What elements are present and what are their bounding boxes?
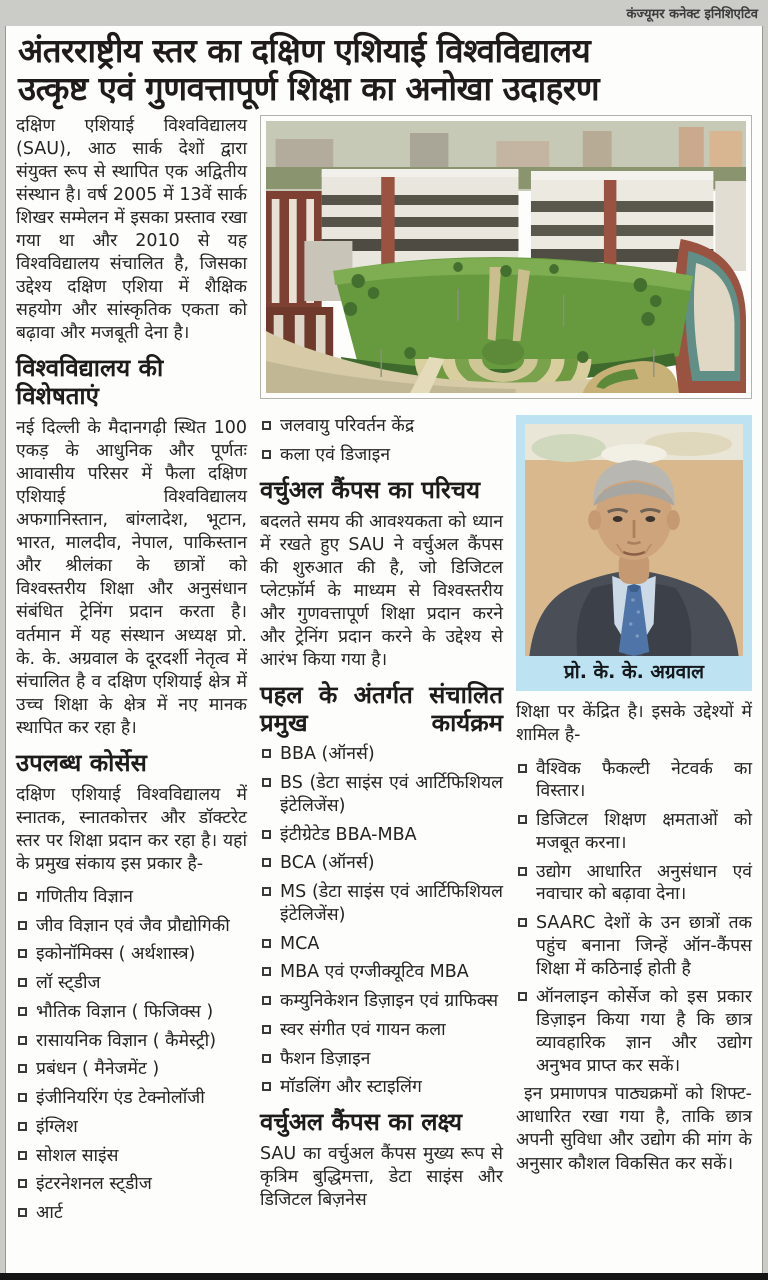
faculty-list-item-label: रासायनिक विज्ञान ( कैमेस्ट्री) [36, 1030, 217, 1051]
campus-photo-block [260, 115, 752, 407]
features-heading: विश्वविद्यालय की विशेषताएं [16, 354, 164, 411]
faculty-list-item [16, 1145, 247, 1168]
programs-heading: पहल के अंतर्गत संचालित प्रमुख कार्यक्रम [260, 681, 503, 737]
objective-list-item [516, 861, 752, 907]
objective-list-item [516, 758, 752, 804]
newspaper-article [5, 26, 763, 1273]
headline-line2: उत्कृष्ट एवं गुणवत्तापूर्ण शिक्षा का अनोखा उदाहरण [18, 69, 600, 109]
faculty-list-item-label: इकोनॉमिक्स ( अर्थशास्त्र) [36, 944, 196, 965]
square-bullet-icon [262, 421, 271, 430]
faculty-list-item [16, 1202, 247, 1225]
objective-list-item-label: उद्योग आधारित अनुसंधान एवं नवाचार को बढ़ावा देना। [536, 861, 752, 905]
square-bullet-icon [18, 949, 27, 958]
objective-list-item-label: ऑनलाइन कोर्सेज को इस प्रकार डिज़ाइन किया गया है कि छात्र व्यावहारिक ज्ञान और उद्योग अनुभव प्राप्त कर सकें। [536, 987, 752, 1076]
program-list-item-label: कम्युनिकेशन डिज़ाइन एवं ग्राफिक्स [280, 991, 499, 1012]
program-list-item-label: स्वर संगीत एवं गायन कला [280, 1019, 446, 1040]
top-strip [0, 0, 768, 26]
square-bullet-icon [518, 918, 527, 927]
faculty-list-item-label: इंग्लिश [36, 1116, 78, 1137]
faculty-list-item-label: लॉ स्ट्डीज [36, 973, 101, 994]
features-paragraph: नई दिल्ली के मैदानगढ़ी स्थित 100 एकड़ के आधुनिक और पूर्णतः आवासीय परिसर में फैला दक्षिण एशियाई विश्वविद्यालय अफगानिस्तान, बांग्लादेश, भूटान, भारत, मालदीव, नेपाल, पाकिस्तान और श्रीलंका के छात्रों को विश्वस्तरीय शिक्षा और अनुसंधान संबंधित ट्रेनिंग प्रदान करता है। वर्तमान में यह संस्थान अध्यक्ष प्रो. के. के. अग्रवाल के दूरदर्शी नेतृत्व में संचालित है व दक्षिण एशियाई क्षेत्र में उच्च शिक्षा के क्षेत्र में नए मानक स्थापित कर रहा है। [16, 417, 247, 738]
faculty-list-item-label: प्रबंधन ( मैनेजमेंट ) [36, 1059, 160, 1080]
faculty-list-item-label: कला एवं डिजाइन [280, 445, 391, 466]
faculty-list-item-label: इंजीनियरिंग एंड टेक्नोलॉजी [36, 1088, 205, 1109]
square-bullet-icon [262, 887, 271, 896]
square-bullet-icon [18, 1007, 27, 1016]
square-bullet-icon [18, 1036, 27, 1045]
faculty-list-item-label: जलवायु परिवर्तन केंद्र [280, 416, 415, 437]
closing-paragraph: इन प्रमाणपत्र पाठ्यक्रमों को शिफ्ट-आधारित रखा गया है, ताकि छात्र अपनी सुविधा और उद्योग की मांग के अनुसार कौशल विकसित कर सकें। [516, 1084, 752, 1174]
square-bullet-icon [262, 1054, 271, 1063]
square-bullet-icon [18, 1208, 27, 1217]
program-list-item [260, 1076, 503, 1099]
program-list-item-label: MBA एवं एग्जीक्यूटिव MBA [280, 962, 469, 983]
headline-line1: अंतरराष्ट्रीय स्तर का दक्षिण एशियाई विश्वविद्यालय [18, 31, 591, 70]
square-bullet-icon [262, 749, 271, 758]
square-bullet-icon [518, 764, 527, 773]
faculty-list-item-label: भौतिक विज्ञान ( फिजिक्स ) [36, 1001, 214, 1022]
faculty-list-item [16, 1173, 247, 1196]
objectives-lead-paragraph: शिक्षा पर केंद्रित है। इसके उद्देश्यों में शामिल है- [516, 702, 752, 746]
program-list-item [260, 990, 503, 1013]
faculty-list-item-label: आर्ट [36, 1203, 63, 1224]
faculty-list-item [16, 1030, 247, 1053]
square-bullet-icon [18, 892, 27, 901]
program-list-item-label: BBA (ऑनर्स) [280, 744, 375, 765]
virtual-campus-goal-heading: वर्चुअल कैंपस का लक्ष्य [260, 1108, 463, 1137]
consumer-connect-tagline: कंज्यूमर कनेक्ट इनिशिएटिव [626, 7, 758, 22]
square-bullet-icon [18, 1179, 27, 1188]
virtual-campus-intro-heading: वर्चुअल कैंपस का परिचय [260, 475, 481, 504]
article-body [16, 115, 752, 1231]
courses-paragraph: दक्षिण एशियाई विश्वविद्यालय में स्नातक, स्नातकोत्तर और डॉक्टरेट स्तर पर शिक्षा प्रदान कर रहा है। यहां के प्रमुख संकाय इस प्रकार है- [16, 784, 247, 874]
square-bullet-icon [18, 978, 27, 987]
faculty-list-item [16, 972, 247, 995]
right-column [516, 415, 752, 1185]
middle-column [260, 415, 503, 1222]
program-list-item-label: MS (डेटा साइंस एवं आर्टिफिशियल इंटेलिजेंस) [280, 882, 503, 925]
objective-list-item [516, 986, 752, 1077]
program-list-item [260, 824, 503, 847]
square-bullet-icon [18, 1122, 27, 1131]
virtual-campus-goal-paragraph: SAU का वर्चुअल कैंपस मुख्य रूप से कृत्रिम बुद्धिमत्ता, डेटा साइंस और डिजिटल बिज़नेस [260, 1143, 503, 1210]
square-bullet-icon [262, 858, 271, 867]
square-bullet-icon [518, 815, 527, 824]
program-list-item [260, 772, 503, 818]
square-bullet-icon [262, 1025, 271, 1034]
program-list-item-label: मॉडलिंग और स्टाइलिंग [280, 1077, 422, 1098]
objective-list-item [516, 912, 752, 980]
bottom-rule [0, 1273, 768, 1280]
faculty-list-item-label: जीव विज्ञान एवं जैव प्रौद्योगिकी [36, 915, 230, 936]
square-bullet-icon [262, 939, 271, 948]
objective-list-item [516, 809, 752, 855]
program-list-item-label: BS (डेटा साइंस एवं आर्टिफिशियल इंटेलिजेंस) [280, 773, 503, 816]
prof-agrawal-portrait-photo [525, 424, 743, 656]
objective-list-item-label: वैश्विक फैकल्टी नेटवर्क का विस्तार। [536, 758, 752, 802]
program-list-item [260, 933, 503, 956]
square-bullet-icon [262, 996, 271, 1005]
square-bullet-icon [18, 1093, 27, 1102]
program-list-item-label: इंटीग्रेटेड BBA-MBA [280, 824, 417, 845]
faculty-list-continued [260, 415, 503, 467]
faculty-list-item [16, 915, 247, 938]
faculty-list-item [260, 444, 503, 467]
article-headline [16, 30, 752, 115]
campus-photo-frame [260, 115, 752, 399]
faculty-list-item [16, 943, 247, 966]
faculty-list-item [16, 1058, 247, 1081]
programs-list [260, 743, 503, 1099]
left-column [16, 115, 247, 1231]
program-list-item [260, 961, 503, 984]
program-list-item [260, 743, 503, 766]
portrait-caption: प्रो. के. के. अग्रवाल [563, 661, 704, 684]
faculty-list-item [16, 1001, 247, 1024]
square-bullet-icon [262, 1082, 271, 1091]
program-list-item [260, 1019, 503, 1042]
program-list-item [260, 1048, 503, 1071]
program-list-item [260, 852, 503, 875]
faculty-list-item [16, 1116, 247, 1139]
faculty-list-item-label: इंटरनेशनल स्ट्डीज [36, 1174, 152, 1195]
program-list-item-label: फैशन डिज़ाइन [280, 1048, 371, 1069]
square-bullet-icon [262, 967, 271, 976]
courses-heading: उपलब्ध कोर्सेस [16, 748, 147, 777]
program-list-item [260, 881, 503, 927]
faculty-list-item [16, 886, 247, 909]
faculty-list [16, 886, 247, 1225]
program-list-item-label: MCA [280, 933, 320, 954]
square-bullet-icon [18, 921, 27, 930]
square-bullet-icon [262, 450, 271, 459]
virtual-campus-intro-paragraph: बदलते समय की आवश्यकता को ध्यान में रखते हुए SAU ने वर्चुअल कैंपस की शुरुआत की है, जो डिजिटल प्लेटफ़ॉर्म के माध्यम से विश्वस्तरीय और गुणवत्तापूर्ण शिक्षा प्रदान करने और ट्रेनिंग प्रदान करने के उद्देश्य से आरंभ किया गया है। [260, 511, 503, 671]
objective-list-item-label: SAARC देशों के उन छात्रों तक पहुंच बनाना जिन्हें ऑन-कैंपस शिक्षा में कठिनाई होती है [536, 913, 752, 979]
faculty-list-item-label: सोशल साइंस [36, 1145, 119, 1166]
square-bullet-icon [262, 778, 271, 787]
objective-list-item-label: डिजिटल शिक्षण क्षमताओं को मजबूत करना। [536, 810, 752, 853]
faculty-list-item [260, 415, 503, 438]
faculty-list-item-label: गणितीय विज्ञान [36, 886, 133, 907]
portrait-frame [516, 415, 752, 691]
faculty-list-item [16, 1087, 247, 1110]
intro-paragraph: दक्षिण एशियाई विश्वविद्यालय (SAU), आठ सार्क देशों द्वारा संयुक्त रूप से स्थापित एक अद्वितीय संस्थान है। वर्ष 2005 में 13वें सार्क शिखर सम्मेलन में इसका प्रस्ताव रखा गया था और 2010 से यह विश्वविद्यालय संचालित है, जिसका उद्देश्य दक्षिण एशिया में शैक्षिक सहयोग और सांस्कृतिक एकता को बढ़ावा और मजबूती देना है। [16, 115, 247, 344]
square-bullet-icon [262, 830, 271, 839]
objectives-list [516, 758, 752, 1078]
square-bullet-icon [18, 1064, 27, 1073]
square-bullet-icon [518, 992, 527, 1001]
campus-aerial-photo [266, 121, 746, 393]
square-bullet-icon [18, 1151, 27, 1160]
program-list-item-label: BCA (ऑनर्स) [280, 853, 375, 874]
square-bullet-icon [518, 867, 527, 876]
